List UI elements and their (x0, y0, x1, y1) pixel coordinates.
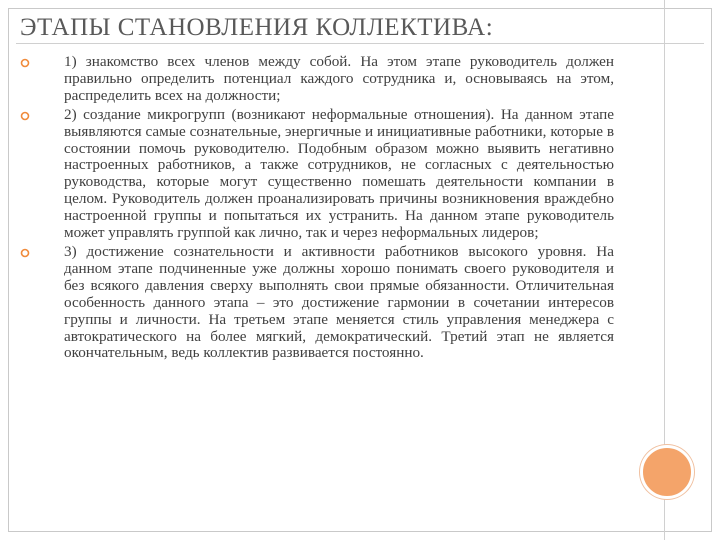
bullet-list (20, 54, 614, 362)
ring-bullet-icon (20, 248, 30, 258)
ring-bullet-icon (20, 111, 30, 121)
slide-title: ЭТАПЫ СТАНОВЛЕНИЯ КОЛЛЕКТИВА: (20, 14, 494, 41)
list-item (20, 244, 614, 362)
list-item (20, 54, 614, 105)
list-item (20, 107, 614, 242)
list-item-text: 1) знакомство всех членов между собой. На этом этапе руководитель должен правильно определить потенциал каждого сотрудника и, основываясь на этом, распределить всех на должности; (64, 53, 614, 104)
title-divider (16, 43, 704, 44)
list-item-text: 3) достижение сознательности и активности работников высокого уровня. На данном этапе подчиненные уже должны хорошо понимать своего руководителя и без всякого давления сверху выполнять свои прямые обязанности. Отличительная особенность данного этапа – это достижение гармонии в сочетании интересов группы и личности. На третьем этапе меняется стиль управления менеджера с автократического на более мягкий, демократический. Третий этап не является окончательным, ведь коллектив развивается постоянно. (64, 242, 614, 362)
ring-bullet-icon (20, 58, 30, 68)
list-item-text: 2) создание микрогрупп (возникают неформальные отношения). На данном этапе выявляются самые сознательные, энергичные и инициативные работники, которые в состоянии помочь руководителю. Подобным образом можно выявить негативно настроенных работников, а также сотрудников, не согласных с деятельностью руководства, которые могут существенно помешать деятельности компании в целом. Руководитель должен проанализировать причины возникновения враждебно настроенной группы и попытаться их устранить. На данном этапе руководитель может управлять группой как лично, так и через неформальных лидеров; (64, 105, 614, 242)
accent-circle-decoration (640, 445, 694, 499)
